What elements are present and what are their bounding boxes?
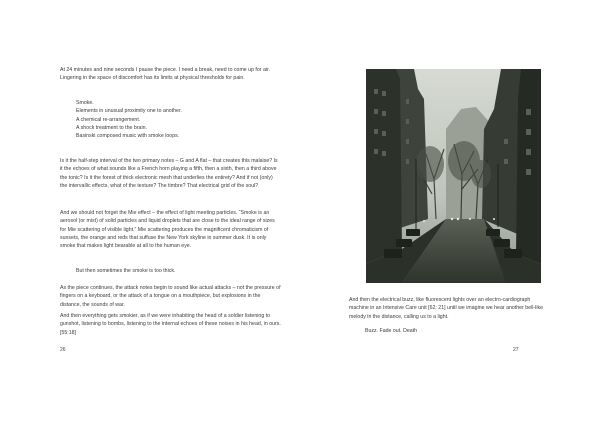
- paragraph-half-step: Is it the half-step interval of the two primary notes – G and A flat – that creates this malaise? Is it the echoes of what sounds like a French horn playing a fifth, then a sixth, then a third above the tonic? Is it the forest of thick electronic mesh that underlies the entirety? And if not (only) the intervallic effects, what of the texture? The timbre? That electrical grid of the soul?: [60, 158, 278, 189]
- paragraph-24-minutes: At 24 minutes and nine seconds I pause the piece. I need a break, need to come up for air. Lingering in the space of discomfort has its limits at physical thresholds for pain.: [60, 67, 271, 82]
- list-item: A chemical re-arrangement.: [76, 116, 141, 123]
- right-page-text: [349, 296, 545, 335]
- page-number-left: 26: [60, 347, 66, 353]
- list-item: Basinski composed music with smoke loops.: [76, 133, 180, 140]
- page-number-right: 27: [513, 347, 519, 353]
- paragraph-smoke-too-thick: But then sometimes the smoke is too thick.: [76, 268, 176, 274]
- paragraph-smokier: And then everything gets smokier, as if we were inhabiting the head of a soldier listening to gunshot, listening to bombs, listening to the internal echoes of these noises in his head, in ours. [55:18]: [60, 313, 281, 336]
- paragraph-mie-effect: And we should not forget the Mie effect – the effect of light meeting particles. “Smoke is an aerosol (or mist) of solid particles and liquid droplets that are close to the ideal range of sizes for Mie scattering of visible light.” Mie scattering produces the magnificent chromaticism of sunsets, the orange and reds that suffuse the New York skyline in summer dusk. It is only smoke that makes light bearable at all to the human eye.: [60, 210, 275, 250]
- smoke-list: [60, 99, 297, 140]
- paragraph-piece-continues: As the piece continues, the attack notes begin to sound like actual attacks – not the pressure of fingers on a keyboard, or the attack of a tongue on a mouthpiece, but explosions in the distance, the sounds of war.: [60, 285, 281, 308]
- street-photograph: [366, 69, 541, 283]
- paragraph-electrical-buzz: And then the electrical buzz, like fluorescent lights over an electro-cardiograph machine in an Intensive Care unit [62: 21] until we imagine we hear another bell-like melody in the distance, calling us to a light.: [349, 297, 544, 320]
- list-item: A shock treatment to the brain.: [76, 124, 147, 131]
- list-item: Smoke.: [76, 100, 94, 106]
- list-item: Elements in unusual proximity one to another.: [76, 108, 182, 115]
- paragraph-buzz-fade-out: Buzz. Fade out. Death: [365, 327, 418, 334]
